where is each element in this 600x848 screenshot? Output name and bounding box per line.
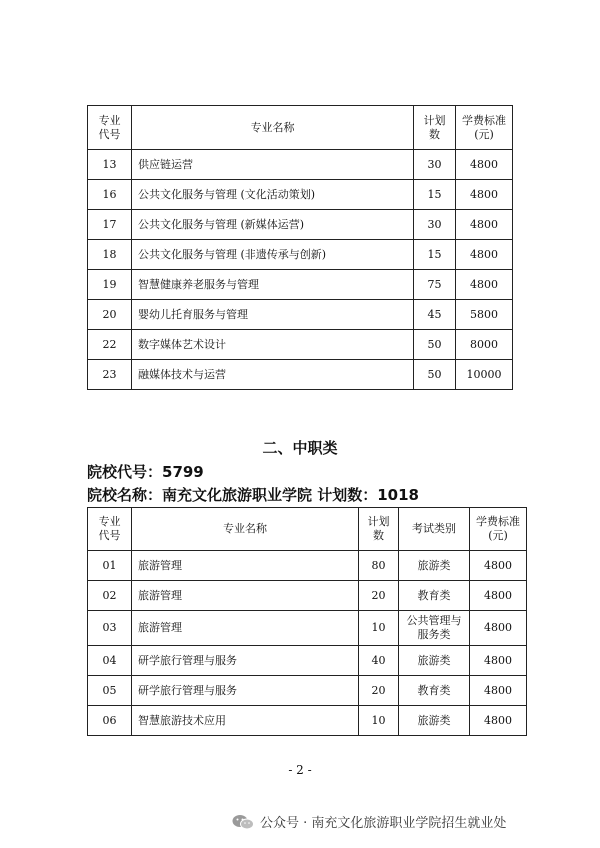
cell-plan: 15 — [414, 240, 456, 270]
cell-fee: 4800 — [470, 706, 527, 736]
cell-fee: 8000 — [456, 330, 513, 360]
school-name-plan: 院校名称：南充文化旅游职业学院 计划数：1018 — [87, 486, 419, 504]
cell-name: 公共文化服务与管理 (文化活动策划) — [132, 180, 414, 210]
cell-fee: 4800 — [470, 611, 527, 646]
cell-name: 数字媒体艺术设计 — [132, 330, 414, 360]
cell-code: 01 — [88, 551, 132, 581]
table-row — [88, 676, 527, 706]
table-row — [88, 270, 513, 300]
cell-plan: 50 — [414, 360, 456, 390]
cell-code: 17 — [88, 210, 132, 240]
table-row — [88, 240, 513, 270]
cell-name: 研学旅行管理与服务 — [132, 646, 359, 676]
header-fee: 学费标准 (元) — [470, 508, 527, 551]
cell-code: 13 — [88, 150, 132, 180]
cell-code: 16 — [88, 180, 132, 210]
cell-code: 18 — [88, 240, 132, 270]
cell-name: 融媒体技术与运营 — [132, 360, 414, 390]
cell-exam: 旅游类 — [399, 646, 470, 676]
cell-plan: 30 — [414, 210, 456, 240]
cell-name: 婴幼儿托育服务与管理 — [132, 300, 414, 330]
cell-fee: 4800 — [470, 581, 527, 611]
footer-text: 公众号 · 南充文化旅游职业学院招生就业处 — [260, 816, 507, 831]
cell-fee: 5800 — [456, 300, 513, 330]
cell-exam: 旅游类 — [399, 706, 470, 736]
cell-code: 04 — [88, 646, 132, 676]
table-row — [88, 150, 513, 180]
cell-name: 智慧旅游技术应用 — [132, 706, 359, 736]
table-row — [88, 581, 527, 611]
table-row — [88, 706, 527, 736]
major-table-2 — [87, 507, 527, 736]
cell-name: 旅游管理 — [132, 611, 359, 646]
wechat-icon — [232, 814, 254, 830]
table-row — [88, 360, 513, 390]
cell-name: 研学旅行管理与服务 — [132, 676, 359, 706]
cell-name: 智慧健康养老服务与管理 — [132, 270, 414, 300]
school-code: 院校代号：5799 — [87, 463, 204, 481]
cell-code: 23 — [88, 360, 132, 390]
header-plan: 计划 数 — [414, 106, 456, 150]
cell-fee: 4800 — [456, 180, 513, 210]
cell-plan: 50 — [414, 330, 456, 360]
cell-exam: 旅游类 — [399, 551, 470, 581]
cell-fee: 4800 — [456, 150, 513, 180]
cell-plan: 45 — [414, 300, 456, 330]
cell-name: 旅游管理 — [132, 551, 359, 581]
cell-plan: 80 — [359, 551, 399, 581]
cell-code: 19 — [88, 270, 132, 300]
cell-name: 旅游管理 — [132, 581, 359, 611]
cell-plan: 75 — [414, 270, 456, 300]
page-number: - 2 - — [288, 763, 312, 777]
cell-plan: 20 — [359, 676, 399, 706]
header-code: 专业 代号 — [88, 508, 132, 551]
cell-fee: 4800 — [470, 646, 527, 676]
cell-name: 公共文化服务与管理 (新媒体运营) — [132, 210, 414, 240]
cell-plan: 30 — [414, 150, 456, 180]
cell-fee: 4800 — [456, 210, 513, 240]
table-row — [88, 646, 527, 676]
cell-code: 02 — [88, 581, 132, 611]
cell-code: 20 — [88, 300, 132, 330]
table-row — [88, 330, 513, 360]
cell-exam: 公共管理与 服务类 — [399, 611, 470, 646]
cell-fee: 10000 — [456, 360, 513, 390]
table-row — [88, 180, 513, 210]
cell-plan: 10 — [359, 706, 399, 736]
cell-code: 22 — [88, 330, 132, 360]
table-row — [88, 611, 527, 646]
cell-fee: 4800 — [456, 270, 513, 300]
cell-plan: 15 — [414, 180, 456, 210]
header-plan: 计划 数 — [359, 508, 399, 551]
cell-name: 公共文化服务与管理 (非遗传承与创新) — [132, 240, 414, 270]
cell-code: 06 — [88, 706, 132, 736]
cell-code: 03 — [88, 611, 132, 646]
table-row — [88, 551, 527, 581]
header-fee: 学费标准 (元) — [456, 106, 513, 150]
cell-plan: 20 — [359, 581, 399, 611]
table-header-row — [88, 106, 513, 150]
header-name: 专业名称 — [132, 508, 359, 551]
cell-exam: 教育类 — [399, 581, 470, 611]
table-row — [88, 210, 513, 240]
header-exam: 考试类别 — [399, 508, 470, 551]
cell-fee: 4800 — [456, 240, 513, 270]
cell-fee: 4800 — [470, 551, 527, 581]
cell-exam: 教育类 — [399, 676, 470, 706]
header-name: 专业名称 — [132, 106, 414, 150]
wechat-footer — [232, 812, 506, 831]
major-table-1 — [87, 105, 513, 390]
table-header-row — [88, 508, 527, 551]
cell-fee: 4800 — [470, 676, 527, 706]
table-row — [88, 300, 513, 330]
cell-code: 05 — [88, 676, 132, 706]
cell-plan: 40 — [359, 646, 399, 676]
section-title: 二、中职类 — [262, 439, 338, 457]
cell-plan: 10 — [359, 611, 399, 646]
cell-name: 供应链运营 — [132, 150, 414, 180]
header-code: 专业 代号 — [88, 106, 132, 150]
